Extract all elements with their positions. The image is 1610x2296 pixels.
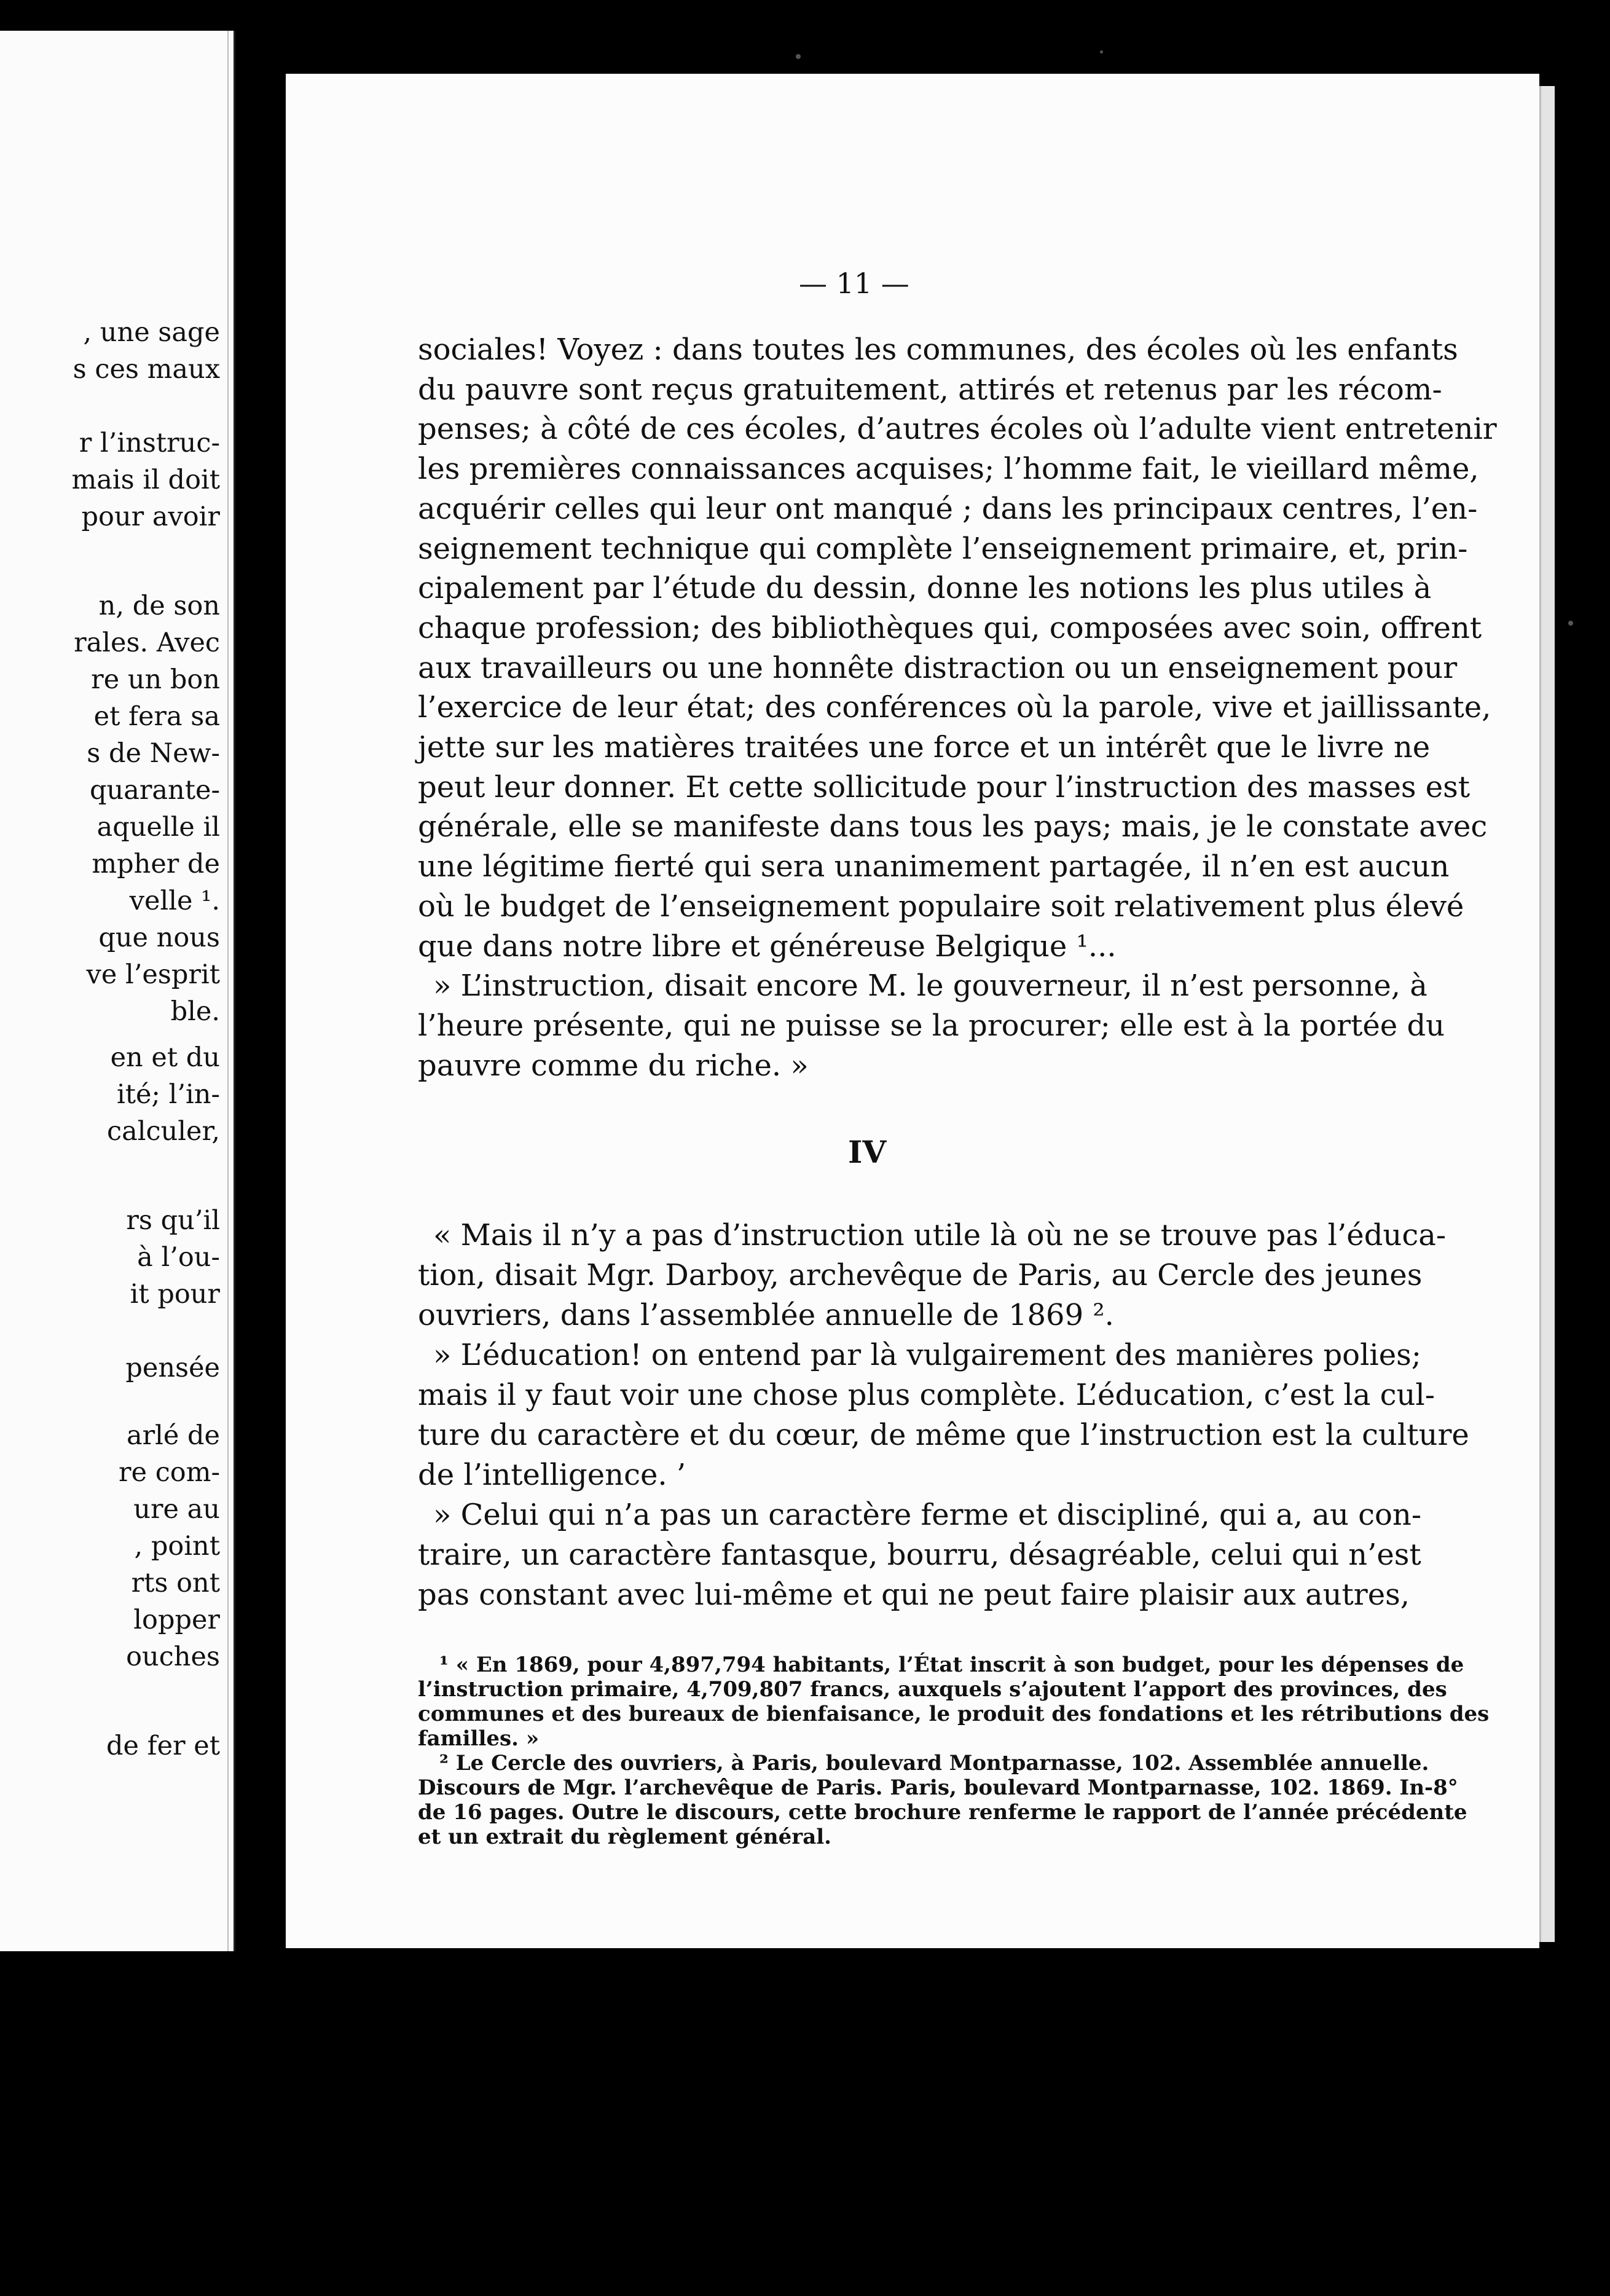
book-gutter [235,31,286,1951]
text-line: jette sur les matières traitées une force et un intérêt que le livre ne [418,730,1431,765]
left-page-line: ouches [126,1641,220,1672]
left-page-line: it pour [130,1279,220,1310]
left-page-line: n, de son [98,591,220,621]
text-line: » L’instruction, disait encore M. le gouverneur, il n’est personne, à [433,969,1427,1004]
left-page-line: et fera sa [93,701,220,732]
scan-speck [796,54,801,59]
left-page-line: mpher de [92,849,220,879]
footnote-line: et un extrait du règlement général. [418,1825,831,1849]
text-line: acquérir celles qui leur ont manqué ; dans les principaux centres, l’en- [418,491,1478,526]
text-line: tion, disait Mgr. Darboy, archevêque de Paris, au Cercle des jeunes [418,1258,1423,1292]
left-page-line: re un bon [91,664,220,695]
text-line: les premières connaissances acquises; l’homme fait, le vieillard même, [418,452,1479,487]
text-line: penses; à côté de ces écoles, d’autres écoles où l’adulte vient entretenir [418,412,1497,447]
text-line: traire, un caractère fantasque, bourru, désagréable, celui qui n’est [418,1538,1421,1572]
left-page-line: rts ont [131,1568,220,1598]
page-number: — 11 — [799,267,909,300]
left-page-line: aquelle il [96,812,220,843]
text-line: peut leur donner. Et cette sollicitude pour l’instruction des masses est [418,769,1471,804]
left-page-line: lopper [133,1605,220,1635]
left-page-line: à l’ou- [137,1242,220,1273]
right-page-edge [1539,86,1555,1942]
left-page-line: mais il doit [71,465,220,495]
footnote-line: de 16 pages. Outre le discours, cette brochure renferme le rapport de l’année précédente [418,1800,1467,1825]
text-line: générale, elle se manifeste dans tous les pays; mais, je le constate avec [418,809,1488,844]
left-page-line: s de New- [87,738,220,769]
text-line: l’heure présente, qui ne puisse se la procurer; elle est à la portée du [418,1008,1445,1043]
text-line: pas constant avec lui-même et qui ne peut faire plaisir aux autres, [418,1578,1410,1612]
left-page-line: , point [134,1531,220,1562]
text-line: » Celui qui n’a pas un caractère ferme et discipliné, qui a, au con- [433,1498,1422,1532]
left-page-line: , une sage [83,317,220,348]
left-page-line: ve l’esprit [86,959,220,990]
left-page-line: ble. [170,996,220,1027]
left-page-line: rs qu’il [126,1205,220,1236]
footnote-line: ² Le Cercle des ouvriers, à Paris, boulevard Montparnasse, 102. Assemblée annuelle. [439,1751,1429,1775]
text-line: où le budget de l’enseignement populaire soit relativement plus élevé [418,889,1464,924]
footnote-line: Discours de Mgr. l’archevêque de Paris. Paris, boulevard Montparnasse, 102. 1869. In-8° [418,1775,1458,1800]
footnote-line: familles. » [418,1726,540,1751]
left-page-line: pensée [125,1353,220,1383]
left-page-line: que nous [98,922,220,953]
left-page-line: quarante- [90,775,220,806]
left-page-line: velle ¹. [129,886,220,916]
text-line: sociales! Voyez : dans toutes les communes, des écoles où les enfants [418,332,1458,367]
footnote-line: communes et des bureaux de bienfaisance, le produit des fondations et les rétributions des [418,1702,1490,1726]
text-line: que dans notre libre et généreuse Belgique ¹... [418,929,1117,964]
left-page-line: r l’instruc- [79,428,220,458]
text-line: ture du caractère et du cœur, de même que l’instruction est la culture [418,1418,1469,1452]
text-line: ouvriers, dans l’assemblée annuelle de 1869 ². [418,1298,1114,1332]
text-line: une légitime fierté qui sera unanimement partagée, il n’en est aucun [418,849,1450,884]
text-line: cipalement par l’étude du dessin, donne les notions les plus utiles à [418,571,1432,606]
text-line: » L’éducation! on entend par là vulgairement des manières polies; [433,1338,1421,1372]
footnote-line: l’instruction primaire, 4,709,807 francs, auxquels s’ajoutent l’apport des provinces, des [418,1677,1447,1702]
text-line: chaque profession; des bibliothèques qui, composées avec soin, offrent [418,610,1482,645]
text-line: « Mais il n’y a pas d’instruction utile là où ne se trouve pas l’éduca- [433,1218,1447,1252]
left-page-line: ure au [133,1494,220,1525]
text-line: du pauvre sont reçus gratuitement, attirés et retenus par les récom- [418,372,1442,407]
left-page-line: de fer et [106,1731,220,1761]
left-page-line: s ces maux [73,354,220,385]
left-page-line: re com- [119,1457,220,1488]
left-page-line: calculer, [107,1116,220,1147]
left-page-line: pour avoir [81,501,220,532]
left-page-line: ité; l’in- [116,1079,220,1110]
text-line: pauvre comme du riche. » [418,1048,809,1083]
text-line: de l’intelligence. ’ [418,1458,686,1492]
text-line: mais il y faut voir une chose plus complète. L’éducation, c’est la cul- [418,1378,1435,1412]
left-page [0,31,235,1951]
section-heading: IV [848,1134,887,1170]
left-page-edge [227,31,235,1951]
text-line: l’exercice de leur état; des conférences où la parole, vive et jaillissante, [418,690,1491,725]
text-line: aux travailleurs ou une honnête distraction ou un enseignement pour [418,650,1458,685]
left-page-line: en et du [110,1042,220,1073]
scan-speck [1100,50,1103,53]
text-line: seignement technique qui complète l’enseignement primaire, et, prin- [418,531,1468,566]
left-page-line: arlé de [126,1420,220,1451]
footnote-line: ¹ « En 1869, pour 4,897,794 habitants, l’État inscrit à son budget, pour les dépenses de [439,1653,1464,1677]
left-page-line: rales. Avec [74,627,220,658]
scan-speck [1568,621,1573,626]
